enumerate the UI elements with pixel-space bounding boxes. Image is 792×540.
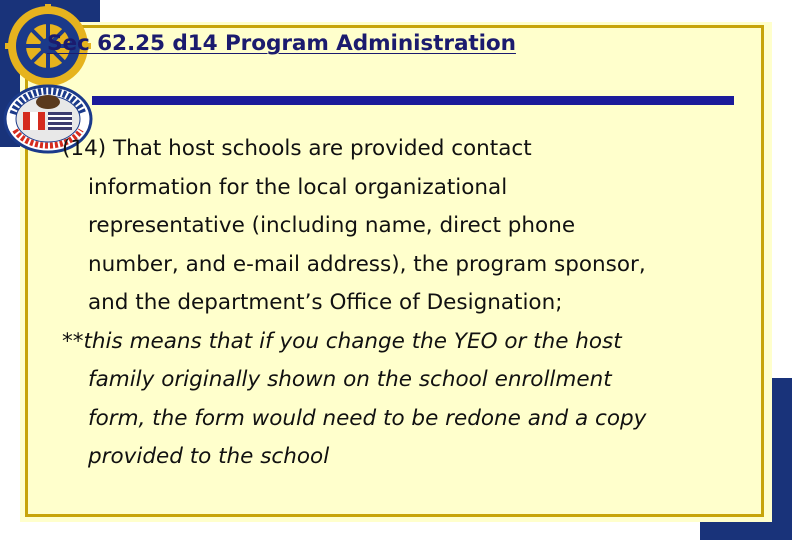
paragraph-line: **this means that if you change the YEO or the host (62, 328, 622, 354)
paragraph-line: form, the form would need to be redone and a copy (88, 405, 647, 431)
paragraph-line: and the department’s Office of Designation; (88, 290, 563, 315)
paragraph-line: number, and e-mail address), the program sponsor, (88, 251, 646, 277)
paragraph-line: representative (including name, direct phone (88, 213, 576, 238)
paragraph-note (62, 323, 772, 477)
title-divider (92, 96, 734, 105)
paragraph-line: (14) That host schools are provided contact (62, 136, 532, 161)
paragraph-requirement (62, 130, 772, 323)
slide-body (62, 130, 772, 477)
paragraph-line: family originally shown on the school enrollment (88, 367, 612, 392)
slide-title: Sec 62.25 d14 Program Administration (47, 31, 516, 56)
paragraph-line: provided to the school (88, 444, 330, 469)
paragraph-line: information for the local organizational (88, 174, 508, 200)
